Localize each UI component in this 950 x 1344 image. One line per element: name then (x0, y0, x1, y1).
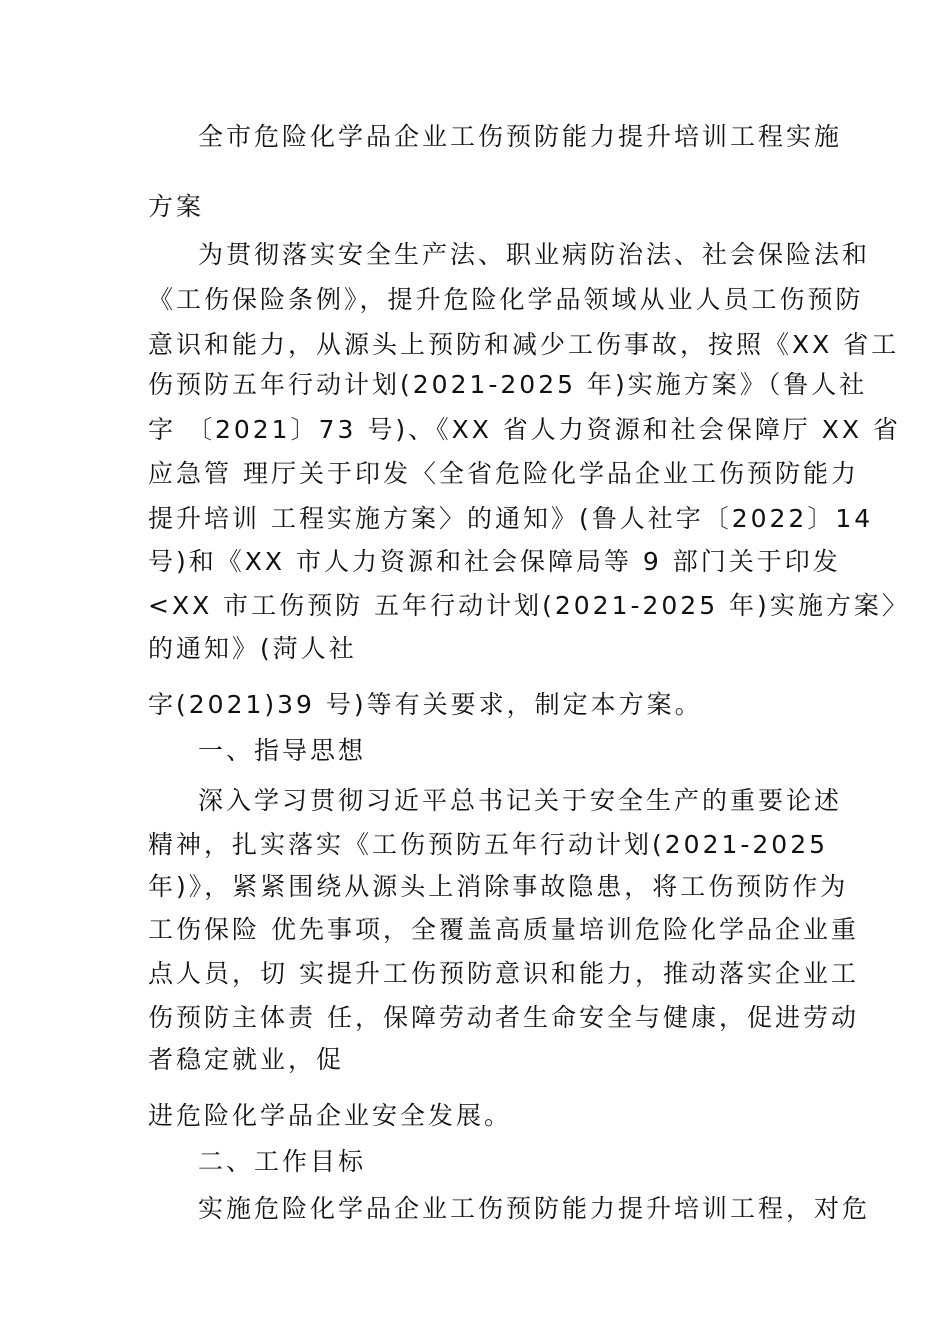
intro-line: 的通知》(菏人社 (148, 634, 357, 663)
section1-line: 工伤保险 优先事项，全覆盖高质量培训危险化学品企业重 (148, 915, 859, 944)
section1-line: 进危险化学品企业安全发展。 (148, 1101, 513, 1130)
section-heading-work-goals: 二、工作目标 (198, 1147, 367, 1176)
intro-line: 意识和能力，从源头上预防和减少工伤事故，按照《XX 省工 (148, 330, 900, 359)
intro-line: 伤预防五年行动计划(2021-2025 年)实施方案》（鲁人社 (148, 370, 868, 399)
section1-line: 年)》，紧紧围绕从源头上消除事故隐患，将工伤预防作为 (148, 872, 849, 901)
intro-line: 提升培训 工程实施方案〉的通知》(鲁人社字〔2022〕14 (148, 504, 874, 533)
section1-line: 深入学习贯彻习近平总书记关于安全生产的重要论述 (198, 786, 843, 815)
section1-line: 点人员，切 实提升工伤预防意识和能力，推动落实企业工 (148, 959, 859, 988)
intro-line: 号)和《XX 市人力资源和社会保障局等 9 部门关于印发 (148, 547, 841, 576)
section-heading-guiding-ideology: 一、指导思想 (198, 736, 367, 765)
intro-line: 应急管 理厅关于印发〈全省危险化学品企业工伤预防能力 (148, 459, 859, 488)
section1-line: 者稳定就业，促 (148, 1045, 345, 1074)
intro-line: 为贯彻落实安全生产法、职业病防治法、社会保险法和 (198, 240, 871, 269)
document-title-line-1: 全市危险化学品企业工伤预防能力提升培训工程实施 (198, 122, 843, 151)
intro-line: 《工伤保险条例》，提升危险化学品领域从业人员工伤预防 (148, 285, 864, 314)
section2-line: 实施危险化学品企业工伤预防能力提升培训工程，对危 (198, 1194, 871, 1223)
intro-line: <XX 市工伤预防 五年行动计划(2021-2025 年)实施方案〉 (148, 591, 910, 620)
section1-line: 伤预防主体责 任，保障劳动者生命安全与健康，促进劳动 (148, 1003, 859, 1032)
section1-line: 精神，扎实落实《工伤预防五年行动计划(2021-2025 (148, 830, 829, 859)
document-title-line-2: 方案 (148, 192, 205, 221)
intro-line: 字 〔2021〕73 号)、《XX 省人力资源和社会保障厅 XX 省 (148, 415, 901, 444)
intro-line: 字(2021)39 号)等有关要求，制定本方案。 (148, 690, 703, 719)
